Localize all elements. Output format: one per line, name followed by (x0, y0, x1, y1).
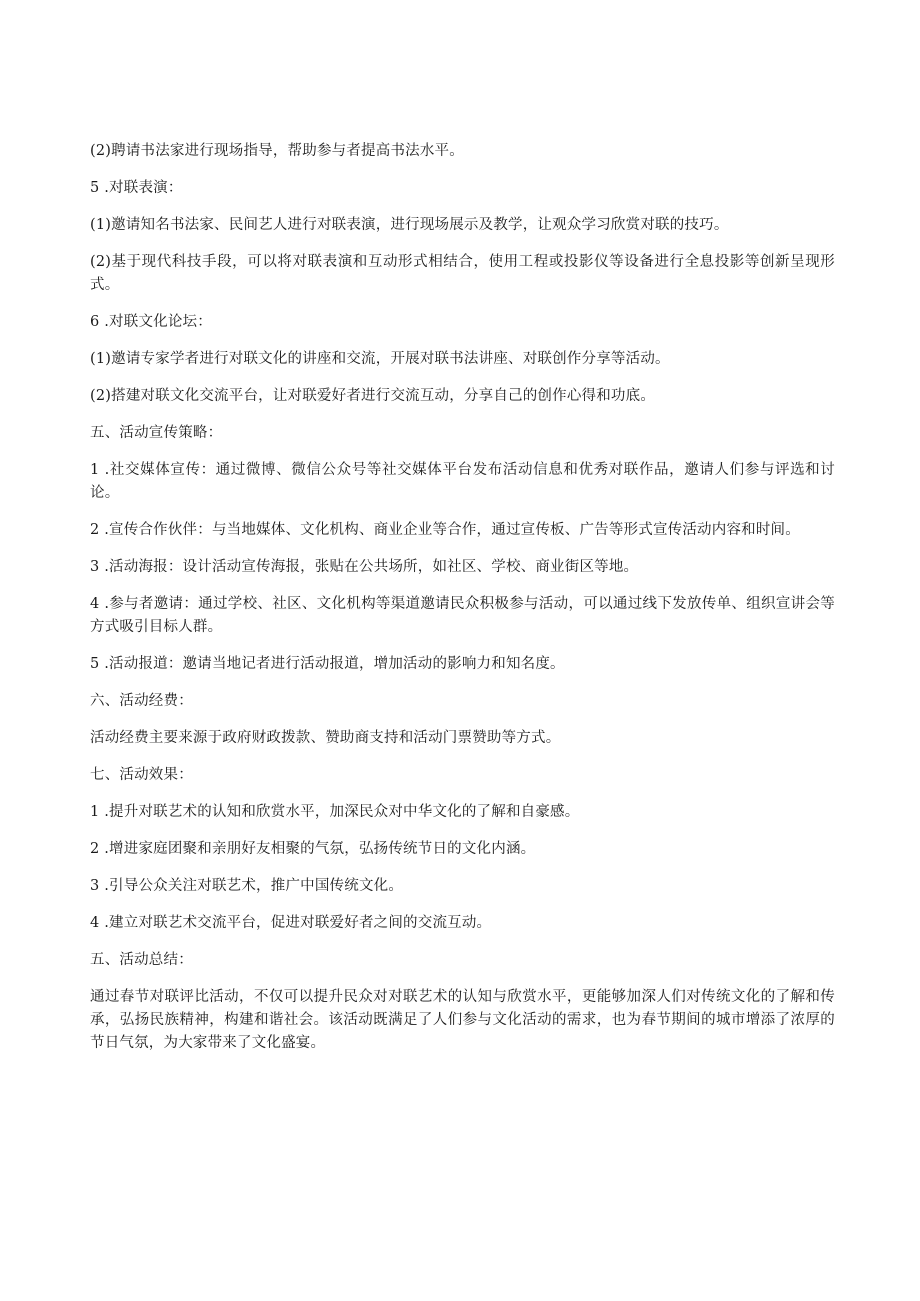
paragraph-forum-lectures: (1)邀请专家学者进行对联文化的讲座和交流，开展对联书法讲座、对联创作分享等活动。 (90, 351, 670, 367)
paragraph-performance-tech: (2)基于现代科技手段，可以将对联表演和互动形式相结合，使用工程或投影仪等设备进行全息投影等创新呈现形式。 (90, 254, 835, 293)
paragraph-posters: 3 .活动海报：设计活动宣传海报，张贴在公共场所，如社区、学校、商业街区等地。 (90, 559, 639, 575)
section-heading-promotion: 五、活动宣传策略： (90, 425, 223, 441)
paragraph-effect-4: 4 .建立对联艺术交流平台，促进对联爱好者之间的交流互动。 (90, 915, 492, 931)
paragraph-effect-1: 1 .提升对联艺术的认知和欣赏水平，加深民众对中华文化的了解和自豪感。 (90, 804, 580, 820)
section-heading-summary: 五、活动总结： (90, 952, 193, 968)
section-heading-budget: 六、活动经费： (90, 693, 193, 709)
paragraph-calligrapher-guidance: (2)聘请书法家进行现场指导，帮助参与者提高书法水平。 (90, 143, 464, 159)
paragraph-press-coverage: 5 .活动报道：邀请当地记者进行活动报道，增加活动的影响力和知名度。 (90, 656, 565, 672)
paragraph-effect-2: 2 .增进家庭团聚和亲朋好友相聚的气氛，弘扬传统节日的文化内涵。 (90, 841, 536, 857)
paragraph-social-media: 1 .社交媒体宣传：通过微博、微信公众号等社交媒体平台发布活动信息和优秀对联作品，邀请人们参与评选和讨论。 (90, 462, 835, 501)
heading-couplet-performance: 5 .对联表演： (90, 180, 183, 196)
paragraph-summary: 通过春节对联评比活动，不仅可以提升民众对对联艺术的认知与欣赏水平，更能够加深人们对传统文化的了解和传承，弘扬民族精神，构建和谐社会。该活动既满足了人们参与文化活动的需求，也为春节期间的城市增添了浓厚的节日气氛，为大家带来了文化盛宴。 (90, 989, 835, 1051)
paragraph-performance-invite: (1)邀请知名书法家、民间艺人进行对联表演，进行现场展示及教学，让观众学习欣赏对联的技巧。 (90, 217, 729, 233)
document-page (90, 140, 835, 1069)
section-heading-effects: 七、活动效果： (90, 767, 193, 783)
paragraph-partners: 2 .宣传合作伙伴：与当地媒体、文化机构、商业企业等合作，通过宣传板、广告等形式宣传活动内容和时间。 (90, 522, 800, 538)
paragraph-forum-platform: (2)搭建对联文化交流平台，让对联爱好者进行交流互动，分享自己的创作心得和功底。 (90, 388, 656, 404)
paragraph-budget-sources: 活动经费主要来源于政府财政拨款、赞助商支持和活动门票赞助等方式。 (90, 730, 561, 746)
paragraph-effect-3: 3 .引导公众关注对联艺术，推广中国传统文化。 (90, 878, 404, 894)
paragraph-participant-invite: 4 .参与者邀请：通过学校、社区、文化机构等渠道邀请民众积极参与活动，可以通过线下发放传单、组织宣讲会等方式吸引目标人群。 (90, 596, 835, 635)
heading-culture-forum: 6 .对联文化论坛： (90, 314, 212, 330)
